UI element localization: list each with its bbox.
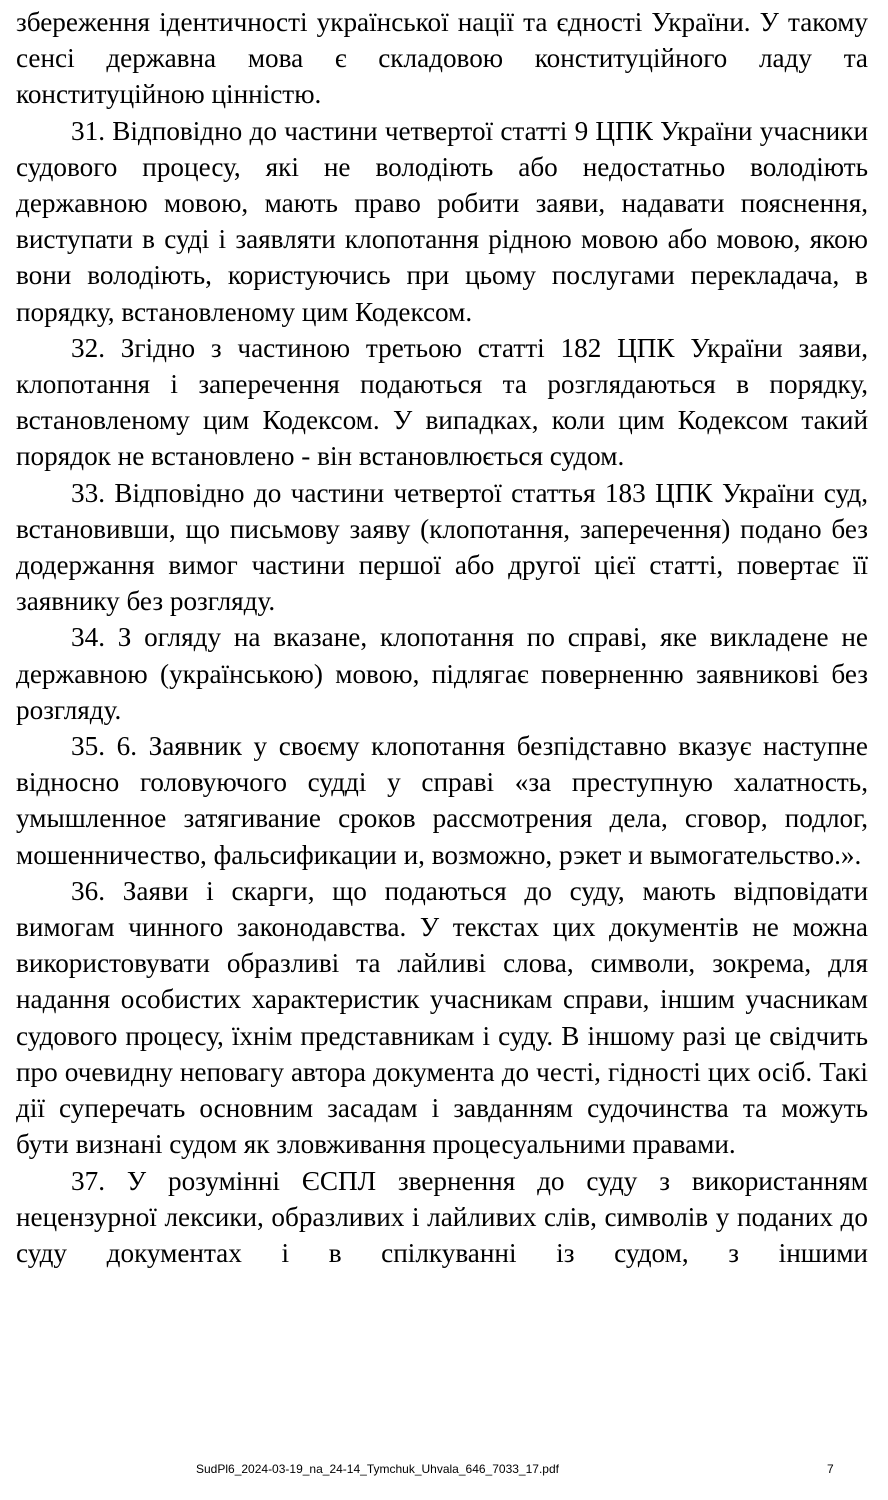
- paragraph-33: 33. Відповідно до частини четвертої статтья 183 ЦПК України суд, встановивши, що письмову заяву (клопотання, заперечення) подано без додержання вимог частини першої або другої цієї статті, повертає її заявнику без розгляду.: [16, 477, 868, 617]
- paragraph-34: 34. З огляду на вказане, клопотання по справі, яке викладене не державною (українською) мовою, підлягає поверненню заявникові без розгляду.: [16, 622, 868, 725]
- paragraph-32: 32. Згідно з частиною третьою статті 182 ЦПК України заяви, клопотання і заперечення подаються та розглядаються в порядку, встановленому цим Кодексом. У випадках, коли цим Кодексом такий порядок не встановлено - він встановлюється судом.: [16, 332, 868, 472]
- document-body: [16, 4, 868, 1271]
- page-footer: [16, 1462, 868, 1480]
- paragraph-continuation: збереження ідентичності української нації та єдності України. У такому сенсі державна мова є складовою конституційного ладу та конституційною цінністю.: [16, 7, 868, 110]
- document-page: [16, 0, 868, 1500]
- paragraph-31: 31. Відповідно до частини четвертої статті 9 ЦПК України учасники судового процесу, які не володіють або недостатньо володіють державною мовою, мають право робити заяви, надавати пояснення, виступати в суді і заявляти клопотання рідною мовою або мовою, якою вони володіють, користуючись при цьому послугами перекладача, в порядку, встановленому цим Кодексом.: [16, 115, 868, 327]
- paragraph-36: 36. Заяви і скарги, що подаються до суду, мають відповідати вимогам чинного законодавства. У текстах цих документів не можна використовувати образливі та лайливі слова, символи, зокрема, для надання особистих характеристик учасникам справи, іншим учасникам судового процесу, їхнім представникам і суду. В іншому разі це свідчить про очевидну неповагу автора документа до честі, гідності цих осіб. Такі дії суперечать основним засадам і завданням судочинства та можуть бути визнані судом як зловживання процесуальними правами.: [16, 875, 868, 1160]
- paragraph-35: 35. 6. Заявник у своєму клопотання безпідставно вказує наступне відносно головуючого судді у справі «за преступную халатность, умышленное затягивание сроков рассмотрения дела, сговор, подлог, мошенничество, фальсификации и, возможно, рэкет и вымогательство.».: [16, 731, 868, 870]
- paragraph-37: 37. У розумінні ЄСПЛ звернення до суду з використанням нецензурної лексики, образливих і лайливих слів, символів у поданих до суду документах і в спілкуванні із судом, з іншими: [16, 1165, 868, 1268]
- footer-page-number: 7: [827, 1462, 834, 1476]
- footer-filename: SudPl6_2024-03-19_na_24-14_Tymchuk_Uhvala_646_7033_17.pdf: [196, 1462, 559, 1476]
